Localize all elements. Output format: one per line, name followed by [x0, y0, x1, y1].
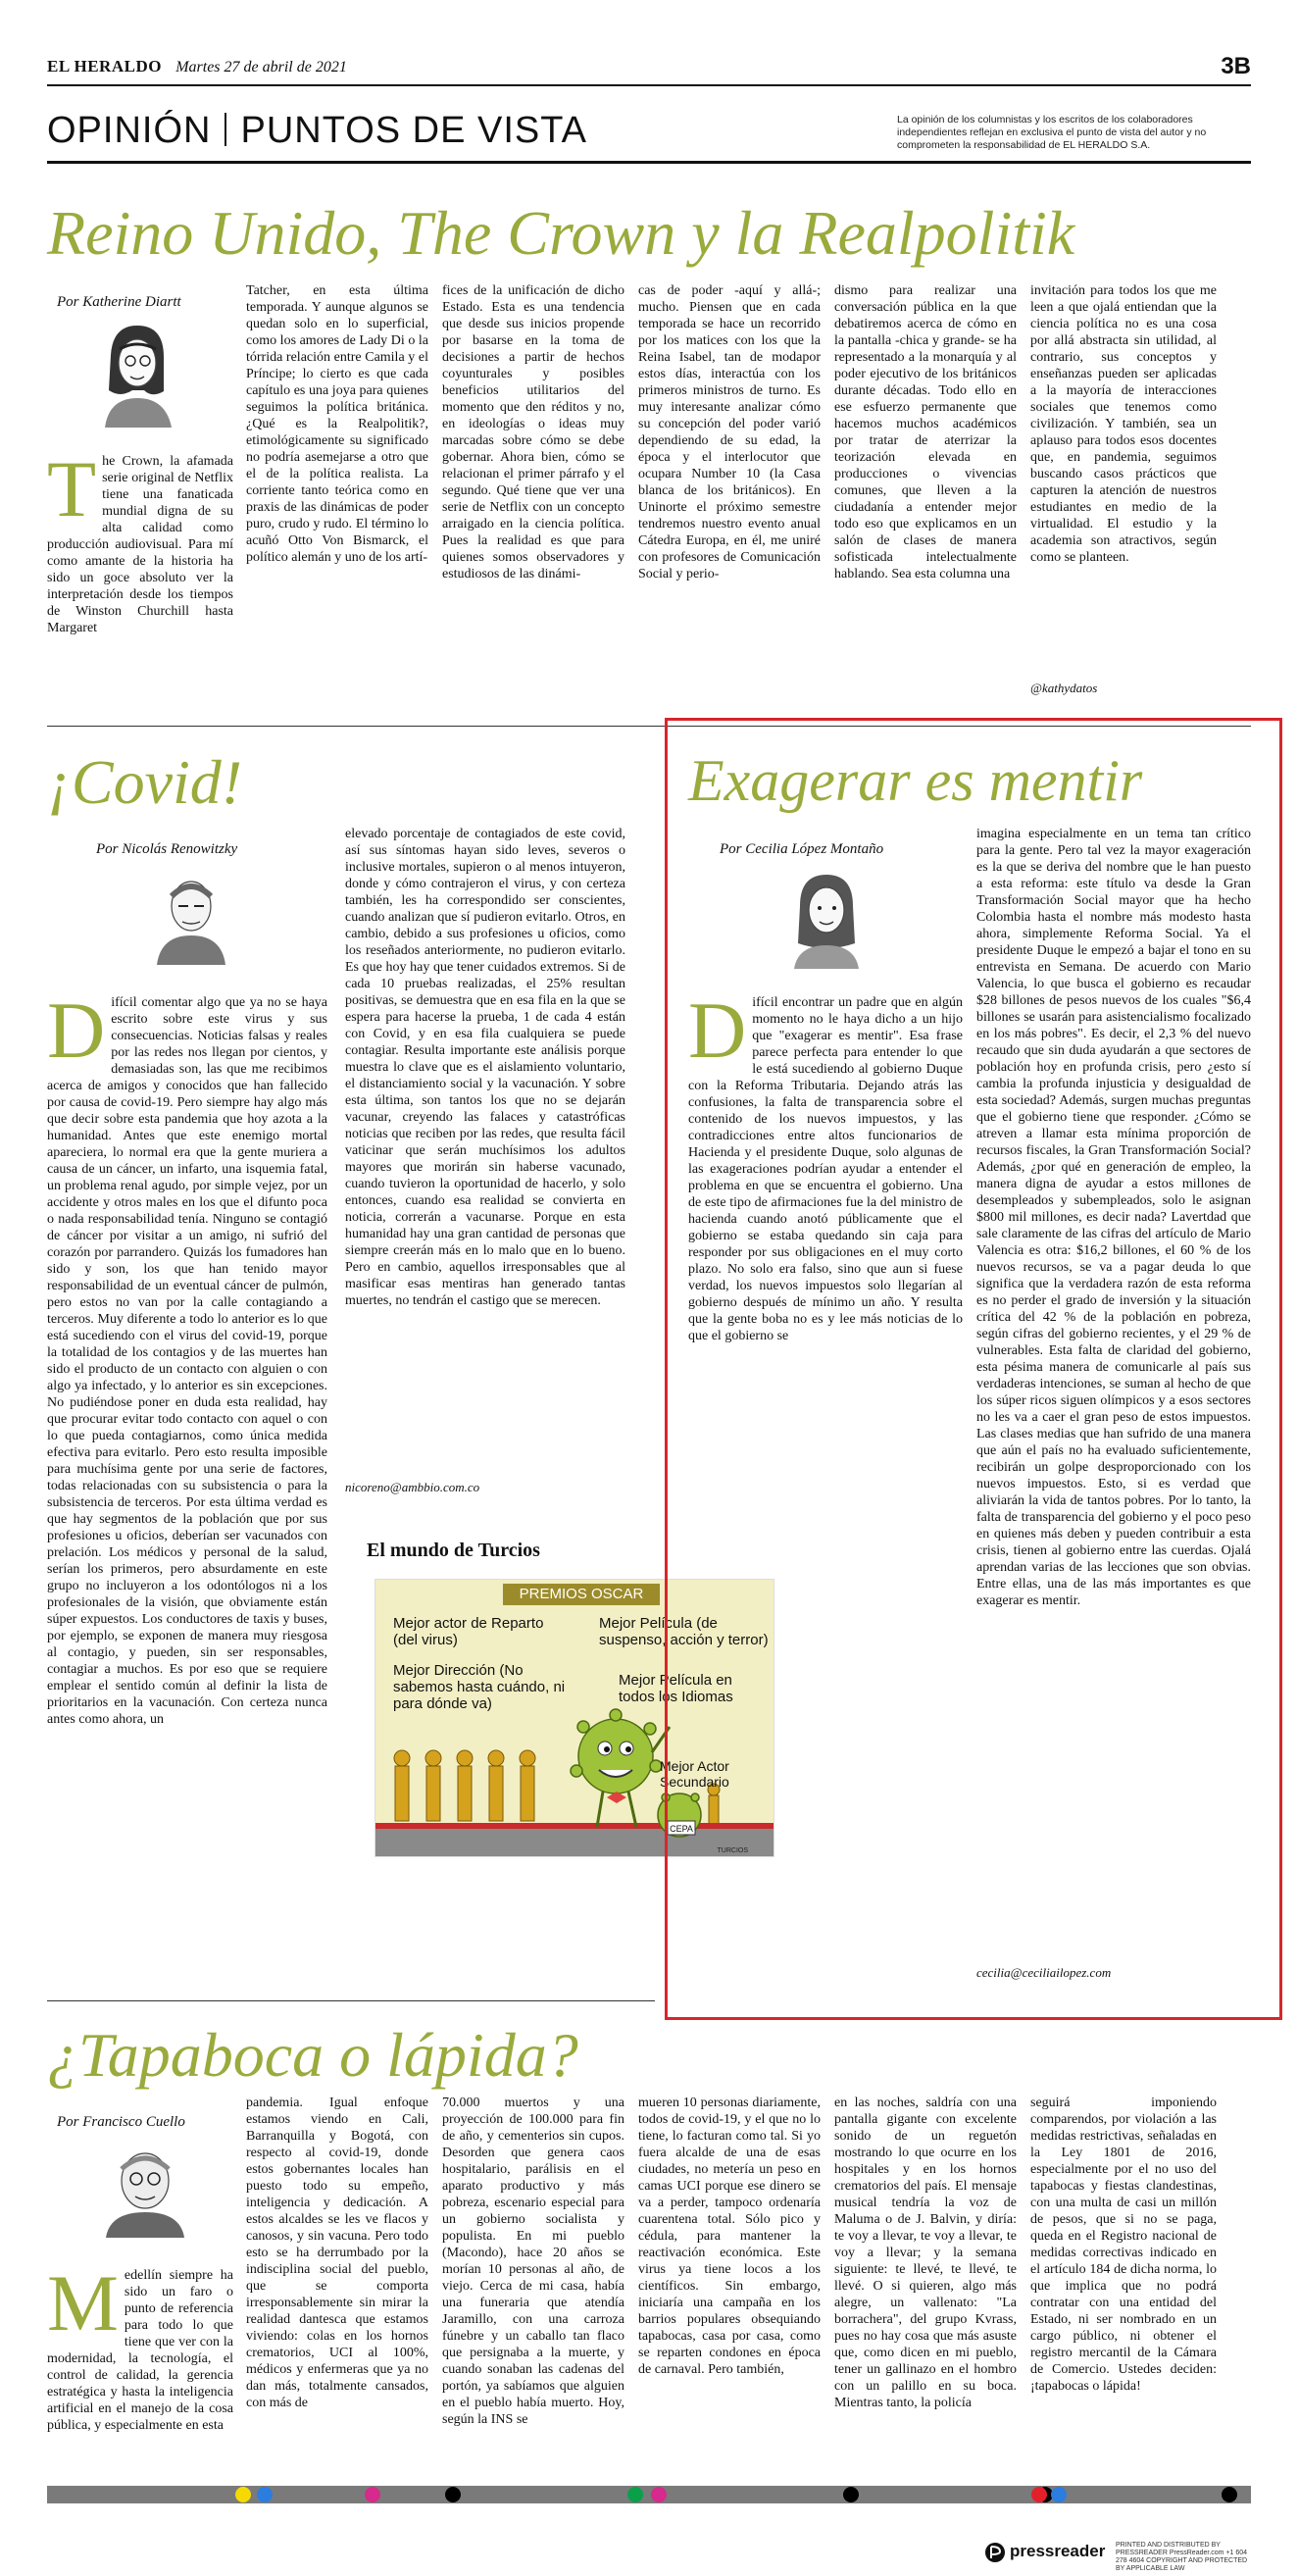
- author-portrait-2: [149, 867, 233, 965]
- masthead-rule: [47, 84, 1251, 86]
- article-4-column-3: 70.000 muertos y una proyección de 100.000 para fin de año, y cementerios sin cupos. Desorden que genera caos hospitalario, parálisis en el aparato productivo y más pobreza, escenario especial para un gobierno socialista y populista. En mi pueblo (Macondo), hace 20 años se morían 10 personas al año, de viejo. Cerca de mi casa, había una funeraria que atendía Jaramillo, con una carroza fúnebre y un caballo tan flaco que persignaba a la muerte, y cuando sonaban las cadenas del portón, ya sabíamos que alguien en el pueblo había muerto. Hoy, según la INS se: [442, 2096, 624, 2427]
- section-title: [47, 110, 587, 152]
- headline-article-4: ¿Tapaboca o lápida?: [47, 2020, 578, 2090]
- cartoon-title: El mundo de Turcios: [367, 1540, 540, 1561]
- article-3-column-1: [688, 994, 963, 1877]
- registration-dot: [257, 2487, 273, 2502]
- pressreader-brand: pressreader: [1010, 2542, 1106, 2560]
- registration-dot: [651, 2487, 667, 2502]
- registration-dot: [843, 2487, 859, 2502]
- issue-date: Martes 27 de abril de 2021: [175, 59, 347, 76]
- section-left: OPINIÓN: [47, 110, 212, 151]
- byline-article-1: Por Katherine Diartt: [57, 294, 181, 310]
- masthead: [47, 53, 1251, 80]
- byline-article-4: Por Francisco Cuello: [57, 2114, 185, 2130]
- article-1-text-1: he Crown, la afamada serie original de Netflix tiene una fanaticada mundial digna de su alta calidad como producción audiovisual. Para mí como amante de la historia ha sido un goce absoluto ver la interpretación desde los tiempos de Winston Churchill hasta Margaret: [47, 454, 233, 635]
- signature-article-2: nicoreno@ambbio.com.co: [345, 1480, 480, 1494]
- dropcap-article-4: M: [47, 2267, 119, 2348]
- article-1-column-5: dismo para realizar una conversación pública en la que debatiremos acerca de cómo en la pantalla -chica y grande- se ha representado a la monarquía y al poder ejecutivo de los británicos durante décadas. Todo ello en ese esfuerzo permanente que hacemos muchos académicos por tratar de aterrizar la teorización elevada en producciones o vivencias comunes, que lleven a la ciudadanía a entender mejor todo eso que explicamos en un salón de clases de manera sofisticada intelectualmente hablando. Sea esta columna una: [834, 283, 1017, 581]
- cartoon-label-1: Mejor actor de Reparto (del virus): [393, 1615, 544, 1648]
- article-2-text-1: ifícil comentar algo que ya no se haya escrito sobre este virus y sus consecuencias. Noticias falsas y reales por las redes nos llegan por cientos, y demasiadas son, las que me recibimos acerca de amigos y conocidos que han fallecido por causa de covid-19. Pero siempre hay algo más que decir sobre esta pandemia que hoy azota a la humanidad. Antes que este enemigo mortal apareciera, lo normal era que la gente muriera a causa de un cáncer, un infarto, una isquemia fatal, un problema renal agudo, por simple vejez, por un accidente y otros males en los que el difunto poca o nada responsabilidad tenía. Ninguno se contagió de cáncer por visitar a un amigo, ni sufrió del corazón por parrandero. Quizás los fumadores han sido y son, los que han tenido mayor responsabilidad de un eventual cáncer de pulmón, pero estos no van por la calle contagiando a terceros. Muy diferente a todo lo anterior es lo que está sucediendo con el virus del covid-19, porque la totalidad de los contagios y de las muertes han sido el producto de un contacto con alguien o con algo ya infectado, y lo anterior es sin excepciones. No pudiéndose poner en duda esta realidad, hay que procurar evitar todo contacto con aquel o con lo que pueda contagiarnos, como única medida efectiva para evitarlo. Pero esto resulta imposible para muchísima gente por una serie de factores, todas relacionadas con su subsistencia o para la subsistencia de terceros. Por esta última verdad es que hay segmentos de la población que por sus profesiones u oficios, deberían ser vacunados con prelación. Los médicos y personal de la salud, serían los primeros, pero absurdamente en este grupo no incluyeron a los odontólogos ni a los profesionales de la visión, que obviamente están súper expuestos. Los conductores de taxis y buses, por ejemplo, se exponen de manera muy riesgosa al contagio, y pueden, sin ser responsables, contagiar a muchos. Es por eso que se requiere emplear el sentido común al definir la lista de prioritarios en la vacunación. Con certeza nunca antes como ahora, un: [47, 995, 327, 1727]
- article-1-column-2: Tatcher, en esta última temporada. Y aunque algunos se quedan solo en lo superficial, como los amores de Lady Di o la tórrida relación entre Camila y el Príncipe; lo cierto es que cada capítulo es una joya para quienes seguimos la política británica. ¿Qué es la Realpolitik?, etimológicamente su significado no podría asemejarse a otro que el de la política realista. La corriente tanto teórica como en praxis de las dinámicas de poder puro, crudo y rudo. El término lo acuñó Otto Von Bismarck, el político alemán y uno de los artí-: [246, 283, 428, 565]
- divider-2: [47, 2000, 655, 2001]
- dropcap-article-3: D: [688, 994, 747, 1075]
- dropcap-article-1: T: [47, 453, 97, 533]
- author-portrait-1: [93, 318, 181, 428]
- section-right: PUNTOS DE VISTA: [240, 110, 588, 151]
- section-divider: [225, 113, 226, 146]
- headline-article-1: Reino Unido, The Crown y la Realpolitik: [47, 198, 1075, 268]
- article-1-column-1: [47, 453, 233, 700]
- cartoon-label-4: Mejor Película en todos los Idiomas: [619, 1672, 733, 1705]
- dropcap-article-2: D: [47, 994, 106, 1075]
- registration-dot: [235, 2487, 251, 2502]
- author-portrait-3: [784, 867, 869, 969]
- article-4-column-1: [47, 2267, 233, 2471]
- registration-dot: [1222, 2487, 1237, 2502]
- pressreader-logo-icon: [984, 2542, 1006, 2563]
- cartoon-label-3: Mejor Dirección (No sabemos hasta cuándo, ni para dónde va): [393, 1662, 566, 1712]
- article-2-column-2: elevado porcentaje de contagiados de este covid, así sus síntomas hayan sido leves, severos o inclusive mortales, supieron o al menos intuyeron, donde y cómo contrajeron el virus, y con certeza también, les ha correspondido ser conscientes, cuando analizan que sí pudieron evitarlo. Otros, en cambio, debido a sus profesiones u oficios, como los reseñados anteriormente, no pudieron evitarlo. Es que hoy hay que tener cuidados extremos. Si de cada 10 pruebas realizadas, el 25% resultan positivas, se demuestra que en esa fila en la que se espera para hacerse la prueba, 1 de cada 4 están con Covid, y en esa fila cualquiera se puede contagiar. Resulta importante este análisis porque muestra lo clave que es el aislamiento voluntario, el distanciamiento social y la vacunación. Y sobre esta última, son tantos los que no se dejarán vacunar, creyendo las falaces y catastróficas noticias que reciben por las redes, que resulta fácil vaticinar que serán muchísimos los adultos mayores que morirán sin haberse vacunado, cuando tuvieron la oportunidad de hacerlo, y solo entonces, cuando esa realidad se convierta en noticia, correrán a vacunarse. Porque en esta humanidad hay una gran cantidad de personas que siempre creerán más en lo malo que en lo bueno. Pero en cambio, aquellos irresponsables que al masificar esas mentiras han generado tantas muertes, no tendrán el castigo que se merecen.: [345, 827, 625, 1308]
- article-4-column-4: mueren 10 personas diariamente, todos de covid-19, y el que no lo tiene, lo facturan como tal. Si yo fuera alcalde de una de esas ciudades, no metería un peso en camas UCI porque ese dinero se va a perder, tampoco ordenaría cuarentena total. Sólo pico y cédula, para mantener la reactivación económica. Este virus ya tiene locos a los científicos. Sin embargo, iniciaría una campaña en los barrios populares obsequiando tapabocas, casa por casa, como se reparten condones en época de carnaval. Pero también,: [638, 2096, 821, 2377]
- byline-article-3: Por Cecilia López Montaño: [720, 841, 884, 857]
- article-4-text-1: edellín siempre ha sido un faro o punto de referencia para todo lo que tiene que ver con la modernidad, la tecnología, el control de calidad, la gerencia estratégica y hasta la inteligencia artificial en el manejo de la cosa pública, y especialmente en esta: [47, 2268, 233, 2433]
- cartoon-signature: TURCIOS: [717, 1847, 748, 1854]
- page-number: 3B: [1221, 53, 1251, 79]
- pressreader-footer: [984, 2538, 1249, 2572]
- article-1-column-3: fices de la unificación de dicho Estado. Esta es una tendencia que desde sus inicios propende por basarse en la toma de decisiones a partir de hechos coyunturales y posibles beneficios utilitarios del momento que den réditos y no, en ideologías o ideas muy marcadas sobre cómo se debe gobernar. Ahora bien, cómo se relacionan el primer párrafo y el segundo. Qué tiene que ver una serie de Netflix con un concepto arraigado en la ciencia política. Pues la realidad es que para quienes somos observadores y estudiosos de las dinámi-: [442, 283, 624, 581]
- registration-dot: [1051, 2487, 1067, 2502]
- cartoon-banner: PREMIOS OSCAR: [503, 1584, 660, 1605]
- registration-bar: [47, 2486, 1251, 2503]
- section-rule: [47, 161, 1251, 164]
- article-3-text-1: ifícil encontrar un padre que en algún momento no le haya dicho a un hijo que "exagerar es mentir". Esa frase parece perfecta para entender lo que le está sucediendo al gobierno Duque con la Reforma Tributaria. Dejando atrás las confusiones, la falta de transparencia sobre el contenido de los nuevos impuestos, y las contradicciones entre altos funcionarios de Hacienda y el presidente Duque, solo algunas de las exageraciones podrían ayudar a entender el problema en que se encuentra el gobierno. Una de este tipo de afirmaciones fue la del ministro de hacienda cuando anotó públicamente que el gobierno se estaba quedando sin caja para responder por sus obligaciones en el muy corto plazo. No solo era falso, sino que aun si fuese verdad, los nuevos impuestos solo llegarían al gobierno después de mínimo un año. Y resulta que la gente boba no es y lee más noticias de lo que el gobierno se: [688, 995, 963, 1343]
- registration-dot: [627, 2487, 643, 2502]
- disclaimer: La opinión de los columnistas y los escritos de los colaboradores independientes reflejan en exclusiva el punto de vista del autor y no comprometen la responsabilidad de EL HERALDO S.A.: [897, 114, 1207, 151]
- cartoon-label-5: Mejor Actor Secundario: [660, 1758, 729, 1790]
- headline-article-3: Exagerar es mentir: [688, 748, 1143, 813]
- byline-article-2: Por Nicolás Renowitzky: [96, 841, 238, 857]
- cartoon-label-2: Mejor Película (de suspenso, acción y terror): [599, 1615, 769, 1648]
- article-4-column-6: seguirá imponiendo comparendos, por violación a las medidas restrictivas, señaladas en la Ley 1801 de 2016, especialmente por el no uso del tapabocas y fiestas clandestinas, con una multa de casi un millón de pesos, que si no se paga, queda en el Registro nacional de medidas correctivas indicado en el artículo 184 de dicha norma, lo que implica que no podrá contratar con una entidad del Estado, ni ser nombrado en un cargo público, ni obtener el registro mercantil de la Cámara de Comercio. Ustedes deciden: ¡tapabocas o lápida!: [1030, 2096, 1217, 2394]
- headline-article-2: ¡Covid!: [47, 747, 243, 817]
- article-4-column-2: pandemia. Igual enfoque estamos viendo en Cali, Barranquilla y Bogotá, con respecto al covid-19, donde estos gobernantes locales han puesto todo su empeño, inteligencia y dedicación. A estos alcaldes se les ve flacos y canosos, y sin vacuna. Pero todo esto se ha derrumbado por la indisciplina social del pueblo, que se comporta irresponsablemente sin mirar la realidad dantesca que estamos viviendo: colas en los hornos crematorios, UCI al 100%, médicos y enfermeras que ya no dan más, totalmente cansados, con más de: [246, 2096, 428, 2410]
- article-2-column-1: [47, 994, 327, 1991]
- signature-article-1: @kathydatos: [1030, 681, 1098, 695]
- newspaper-name: EL HERALDO: [47, 57, 162, 76]
- pressreader-notice: PRINTED AND DISTRIBUTED BY PRESSREADER PressReader.com +1 604 278 4604 COPYRIGHT AND PROTECTED BY APPLICABLE LAW: [1116, 2542, 1248, 2572]
- article-1-column-4: cas de poder -aquí y allá-; mucho. Piensen que en cada temporada se hace un recorrido por los matices con los que la Reina Isabel, tan de modapor estos días, interactúa con los primeros ministros de turno. Es muy interesante analizar cómo su concepción del poder varió dependiendo de su edad, la época y el interlocutor que ocupara Number 10 (la Casa blanca de los británicos). En Uninorte el próximo semestre tendremos nuestro evento anual Cátedra Europa, en él, me uniré con profesores de Comunicación Social y perio-: [638, 283, 821, 581]
- registration-dot: [365, 2487, 380, 2502]
- registration-dot: [1031, 2487, 1047, 2502]
- registration-dot: [445, 2487, 461, 2502]
- cartoon-cepa-sign: CEPA: [670, 1824, 693, 1834]
- author-portrait-4: [96, 2140, 194, 2238]
- article-1-column-6: invitación para todos los que me leen a que ojalá entiendan que la ciencia política no es una cosa por allá abstracta sin utilidad, al contrario, sus conceptos y enseñanzas pueden ser aplicadas a la mayoría de interacciones sociales que tenemos como civilización. Y también, sea un aplauso para todos esos docentes que, en pandemia, seguimos buscando casos prácticos que capturen la atención de nuestros estudiantes en medio de la virtualidad. El estudio y la academia son atractivos, según como se planteen.: [1030, 283, 1217, 565]
- signature-article-3: cecilia@ceciliailopez.com: [976, 1965, 1112, 1980]
- article-3-column-2: imagina especialmente en un tema tan crítico para la gente. Pero tal vez la mayor exageración es la que se deriva del nombre que le han puesto a esta reforma: este título va desde la Gran Transformación Social mayor que ha hecho Colombia hasta el nombre más modesto hasta ahora, simplemente Reforma Social. Ya el presidente Duque le empezó a bajar el tono en su entrevista en Semana. De acuerdo con Mario Valencia, lo que busca el gobierno es recaudar $28 billones de pesos nuevos de los cuales "$6,4 billones se usarán para asistencialismo focalizado en los más pobres". Es decir, el 2,3 % del nuevo recaudo que sin duda ayudarán a que sectores de población hoy en profunda crisis, pero ¿esto sí cambia la profunda injusticia y desigualdad de esta sociedad? Además, surgen muchas preguntas que el gobierno tiene que responder. ¿Cómo se atreven a llamar esta mínima proporción de recursos fiscales, la Gran Transformación Social? Además, ¿por qué en generación de empleo, la manera digna de ayudar a estos millones de desempleados y subempleados, solo le asignan $800 mil millones, es decir nada? Lavertdad que sale claramente de las cifras del artículo de Mario Valencia es otra: $16,2 billones, el 60 % de los nuevos recursos, se va a pagar deuda lo que significa que la verdadera razón de esta reforma es no perder el grado de inversión y la situación crítica del 42 % de la población en pobreza, según cifras del gobierno recientes, y el 29 % de vulnerables. Esta falta de claridad del gobierno, esta pésima manera de comunicarle al país sus verdaderas intenciones, se suman al hecho de que los súper ricos siguen olímpicos y a esos sectores no les va a caer el gran peso de estos impuestos. Las clases medias que han sufrido de una manera que aún el país no ha evaluado suficientemente, recibirán un golpe desproporcionado con los nuevos impuestos. Esto, si es verdad que aliviarán la vida de tantos pobres. Por lo tanto, la falta de transparencia del gobierno y el poco peso en quienes más deben y pueden contribuir a esta crisis, tienen al gobierno entre las cuerdas. Ojalá aprendan varias de las lecciones que son obvias. Entre ellas, una de las más importantes es que exagerar es mentir.: [976, 827, 1251, 1608]
- article-4-column-5: en las noches, saldría con una pantalla gigante con excelente sonido de un reguetón mostrando lo que ocurre en los hospitales y en los hornos crematorios del país. El mensaje musical tendría la voz de Maluma o de J. Balvin, y diría: te voy a llevar, te voy a llevar, te voy a llevar; y la semana siguiente: te llevé, te llevé, te llevé. O si quieren, algo más alegre, un vallenato: "La borrachera", del grupo Kvrass, pues no hay cosa que más asuste que, como dicen en mi pueblo, tener un gallinazo en el hombro con un palillo en su boca. Mientras tanto, la policía: [834, 2096, 1017, 2410]
